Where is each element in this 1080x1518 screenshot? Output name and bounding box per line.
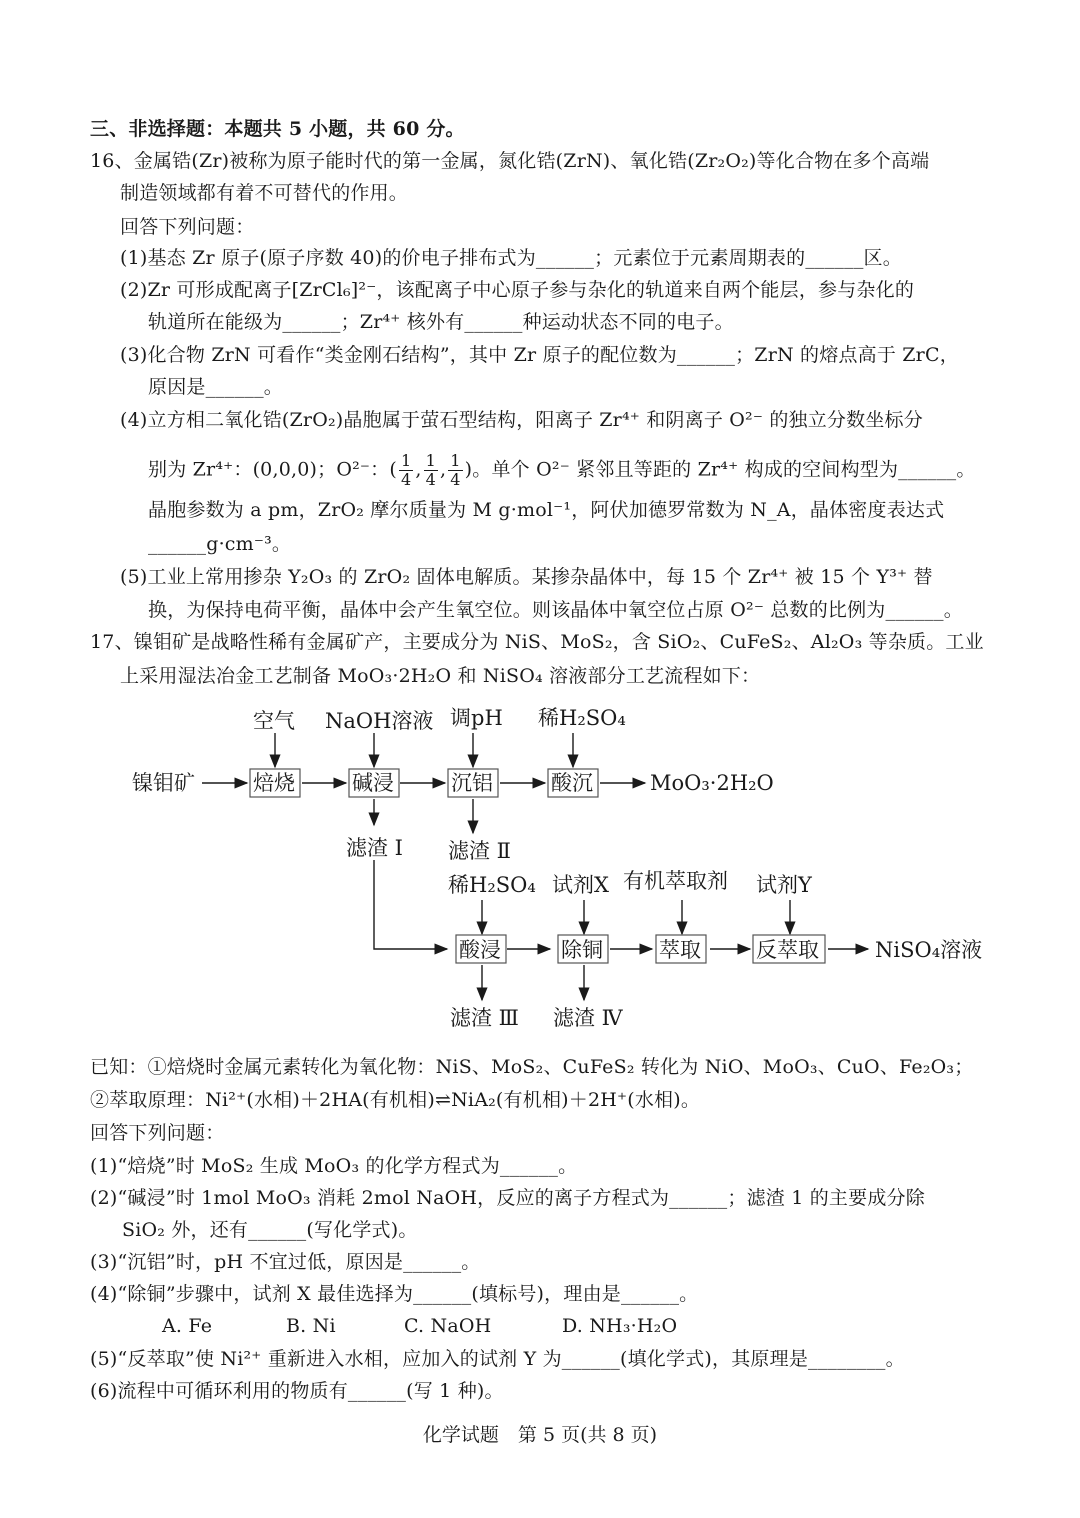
flow-acid-ppt: 酸沉 xyxy=(551,771,593,795)
q16-intro-line2: 制造领域都有着不可替代的作用。 xyxy=(120,182,409,204)
q17-intro-line1: 17、镍钼矿是战略性稀有金属矿产，主要成分为 NiS、MoS₂，含 SiO₂、CuFeS₂、Al₂O₃ 等杂质。工业 xyxy=(90,631,984,653)
flow-extract: 萃取 xyxy=(659,938,701,962)
q17-known-line2: ②萃取原理：Ni²⁺(水相)＋2HA(有机相)⇌NiA₂(有机相)＋2H⁺(水相)。 xyxy=(90,1089,701,1111)
flow-slag1: 滤渣 Ⅰ xyxy=(346,836,403,860)
fraction-2: $\frac{1}{4}$ xyxy=(425,451,437,489)
flow-organic: 有机萃取剂 xyxy=(623,869,728,893)
q16-part4-coords-prefix: 别为 Zr⁴⁺：(0,0,0)；O²⁻：( xyxy=(148,458,397,481)
q16-part2-line2: 轨道所在能级为______；Zr⁴⁺ 核外有______种运动状态不同的电子。 xyxy=(148,311,734,333)
flow-niso4: NiSO₄溶液 xyxy=(875,938,983,962)
flow-h2so4-top: 稀H₂SO₄ xyxy=(538,706,626,730)
q17-intro-line2: 上采用湿法冶金工艺制备 MoO₃·2H₂O 和 NiSO₄ 溶液部分工艺流程如下： xyxy=(120,665,761,687)
q17-part5: (5)“反萃取”使 Ni²⁺ 重新进入水相，应加入的试剂 Y 为______(填化学式)，其原理是________。 xyxy=(90,1348,905,1370)
q17-option-b: B. Ni xyxy=(286,1315,336,1337)
q17-part4: (4)“除铜”步骤中，试剂 X 最佳选择为______(填标号)，理由是______。 xyxy=(90,1283,699,1305)
flow-air: 空气 xyxy=(253,709,295,733)
flow-reagent-x: 试剂X xyxy=(552,873,609,897)
flow-back-extract: 反萃取 xyxy=(756,938,819,962)
q17-known-line1: 已知：①焙烧时金属元素转化为氧化物：NiS、MoS₂、CuFeS₂ 转化为 NiO、MoO₃、CuO、Fe₂O₃； xyxy=(90,1056,974,1078)
flow-h2so4-bottom: 稀H₂SO₄ xyxy=(448,873,536,897)
q16-part3-line2: 原因是______。 xyxy=(148,376,284,398)
q17-part3: (3)“沉铝”时，pH 不宜过低，原因是______。 xyxy=(90,1251,481,1273)
flow-moo3: MoO₃·2H₂O xyxy=(650,771,774,795)
section-heading: 三、非选择题：本题共 5 小题，共 60 分。 xyxy=(90,118,465,140)
q17-option-d: D. NH₃·H₂O xyxy=(562,1315,678,1337)
q17-part2-line2: SiO₂ 外，还有______(写化学式)。 xyxy=(122,1219,418,1241)
flow-cu-remove: 除铜 xyxy=(561,938,603,962)
process-flow-diagram xyxy=(120,695,1000,1040)
flow-slag3: 滤渣 Ⅲ xyxy=(450,1006,519,1030)
flow-ore: 镍钼矿 xyxy=(132,771,195,795)
q16-part4-coords-suffix: )。单个 O²⁻ 紧邻且等距的 Zr⁴⁺ 构成的空间构型为______。 xyxy=(464,458,976,481)
q17-part2-line1: (2)“碱浸”时 1mol MoO₃ 消耗 2mol NaOH，反应的离子方程式为______；滤渣 1 的主要成分除 xyxy=(90,1187,925,1209)
q17-prompt: 回答下列问题： xyxy=(90,1122,225,1144)
q17-part6: (6)流程中可循环利用的物质有______(写 1 种)。 xyxy=(90,1380,504,1402)
q17-option-c: C. NaOH xyxy=(404,1315,492,1337)
q16-part1: (1)基态 Zr 原子(原子序数 40)的价电子排布式为______；元素位于元素周期表的______区。 xyxy=(120,247,902,269)
flow-slag2: 滤渣 Ⅱ xyxy=(448,839,511,863)
fraction-3: $\frac{1}{4}$ xyxy=(450,451,461,489)
q17-part1: (1)“焙烧”时 MoS₂ 生成 MoO₃ 的化学方程式为______。 xyxy=(90,1155,578,1177)
fraction-1: $\frac{1}{4}$ xyxy=(400,451,412,489)
flow-roast: 焙烧 xyxy=(253,771,295,795)
flow-ph: 调pH xyxy=(450,706,503,730)
flow-al-ppt: 沉铝 xyxy=(451,771,493,795)
q16-part4-line4: ______g·cm⁻³。 xyxy=(148,533,292,555)
q16-part5-line1: (5)工业上常用掺杂 Y₂O₃ 的 ZrO₂ 固体电解质。某掺杂晶体中，每 15 个 Zr⁴⁺ 被 15 个 Y³⁺ 替 xyxy=(120,566,933,588)
q17-option-a: A. Fe xyxy=(162,1315,213,1337)
q16-part5-line2: 换，为保持电荷平衡，晶体中会产生氧空位。则该晶体中氧空位占原 O²⁻ 总数的比例为______。 xyxy=(148,599,963,621)
flow-alkali: 碱浸 xyxy=(352,771,394,795)
q16-prompt: 回答下列问题： xyxy=(120,216,255,238)
q16-part3-line1: (3)化合物 ZrN 可看作“类金刚石结构”，其中 Zr 原子的配位数为______；ZrN 的熔点高于 ZrC， xyxy=(120,344,959,366)
q16-part4-line2: 别为 Zr⁴⁺：(0,0,0)；O²⁻：( $\frac{1}{4}$ , $\frac{1}{4}$ , $\frac{1}{4}$ )。单个 O²⁻ 紧邻且等距的 Zr⁴⁺ 构成的空间构型为______。 xyxy=(148,451,976,489)
q16-part4-line1: (4)立方相二氧化锆(ZrO₂)晶胞属于萤石型结构，阳离子 Zr⁴⁺ 和阴离子 O²⁻ 的独立分数坐标分 xyxy=(120,409,923,431)
q16-part2-line1: (2)Zr 可形成配离子[ZrCl₆]²⁻，该配离子中心原子参与杂化的轨道来自两个能层，参与杂化的 xyxy=(120,279,915,301)
page-footer: 化学试题 第 5 页(共 8 页) xyxy=(422,1424,658,1446)
q16-intro-line1: 16、金属锆(Zr)被称为原子能时代的第一金属，氮化锆(ZrN)、氧化锆(Zr₂O₂)等化合物在多个高端 xyxy=(90,150,930,172)
flow-acid-leach: 酸浸 xyxy=(459,938,501,962)
flow-naoh: NaOH溶液 xyxy=(325,709,434,733)
flow-reagent-y: 试剂Y xyxy=(756,873,812,897)
flow-slag4: 滤渣 Ⅳ xyxy=(553,1006,623,1030)
q16-part4-line3: 晶胞参数为 a pm，ZrO₂ 摩尔质量为 M g·mol⁻¹，阿伏加德罗常数为 N_A，晶体密度表达式 xyxy=(148,499,945,521)
